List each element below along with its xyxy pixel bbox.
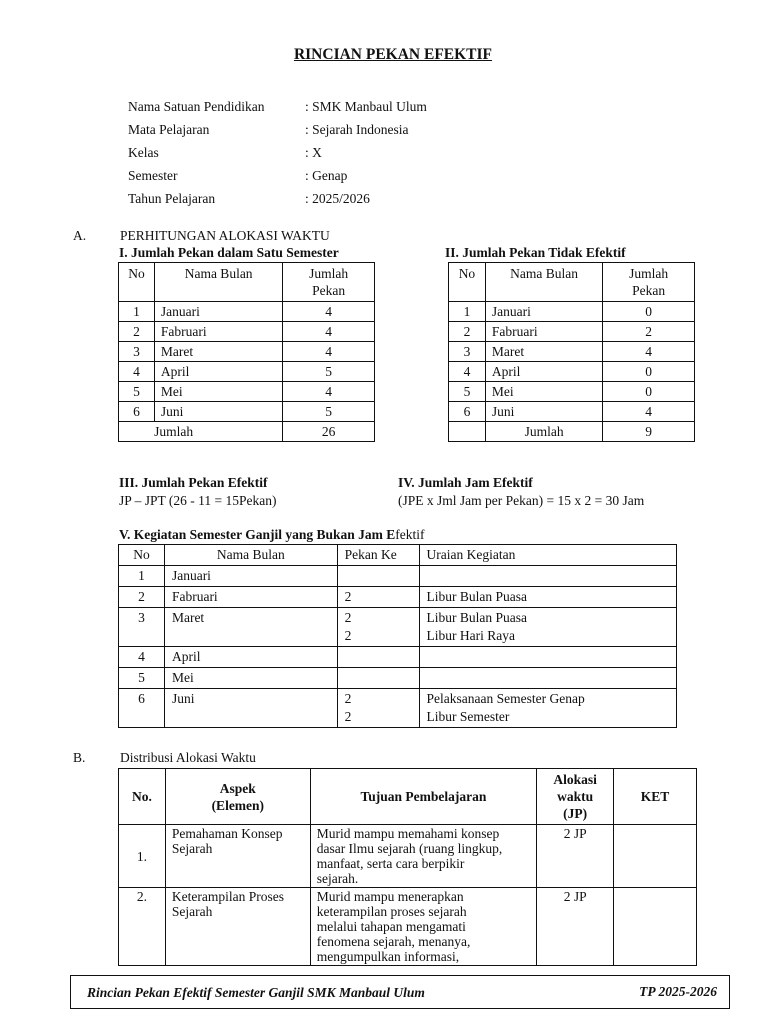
table-header-row xyxy=(119,545,677,566)
header-line: (JP) xyxy=(563,806,588,821)
cell-line: manfaat, serta cara berpikir xyxy=(316,856,465,871)
column-header: KET xyxy=(614,769,697,825)
cell: Juni xyxy=(154,402,282,422)
cell-line: Libur Hari Raya xyxy=(426,628,515,643)
cell xyxy=(337,668,419,689)
table-row xyxy=(119,402,375,422)
cell xyxy=(165,825,310,888)
cell xyxy=(419,647,677,668)
cell xyxy=(337,566,419,587)
total-row xyxy=(119,422,375,442)
cell: 0 xyxy=(603,302,695,322)
page-title: RINCIAN PEKAN EFEKTIF xyxy=(293,46,493,63)
cell-line: 2 xyxy=(344,610,352,625)
table-row xyxy=(119,668,677,689)
cell: Libur Bulan Puasa xyxy=(419,587,677,608)
table5-title-bold: V. Kegiatan Semester Ganjil yang Bukan Jam E xyxy=(119,527,396,542)
cell: Fabruari xyxy=(154,322,282,342)
column-header-alokasi xyxy=(537,769,614,825)
column-header: No xyxy=(449,263,486,302)
weeks-per-semester-table xyxy=(118,262,375,442)
info-row xyxy=(128,167,628,190)
section-b-letter: B. xyxy=(73,750,86,765)
part4-title: IV. Jumlah Jam Efektif xyxy=(398,475,533,490)
table-row xyxy=(119,302,375,322)
column-header: Uraian Kegiatan xyxy=(419,545,677,566)
cell-line: 2 xyxy=(344,709,352,724)
info-value: : X xyxy=(305,145,322,160)
time-allocation-table xyxy=(118,768,697,966)
cell-line: 2 xyxy=(344,628,352,643)
cell: April xyxy=(154,362,282,382)
section-b-heading: Distribusi Alokasi Waktu xyxy=(120,750,256,765)
non-effective-weeks-table xyxy=(448,262,695,442)
non-effective-activities-table xyxy=(118,544,677,728)
footer-left: Rincian Pekan Efektif Semester Ganjil SMK Manbaul Ulum xyxy=(87,985,425,1000)
info-row xyxy=(128,190,628,213)
cell: 4 xyxy=(283,322,375,342)
page-footer xyxy=(70,975,730,1009)
info-label: Kelas xyxy=(128,145,159,160)
column-header: No xyxy=(119,545,165,566)
cell: Mei xyxy=(164,668,337,689)
cell: Januari xyxy=(154,302,282,322)
cell: Fabruari xyxy=(164,587,337,608)
cell-line: Pemahaman Konsep xyxy=(171,826,283,841)
cell: 2 JP xyxy=(537,888,614,966)
cell: 4 xyxy=(119,647,165,668)
header-line: Aspek xyxy=(219,780,256,796)
cell: 5 xyxy=(119,668,165,689)
cell: 2 xyxy=(603,322,695,342)
info-row xyxy=(128,144,628,167)
total-value: 9 xyxy=(603,422,695,442)
info-label: Mata Pelajaran xyxy=(128,122,210,137)
cell: 0 xyxy=(603,362,695,382)
table-row xyxy=(119,825,697,888)
header-line: (Elemen) xyxy=(211,797,265,813)
column-header: Tujuan Pembelajaran xyxy=(310,769,537,825)
cell-line: dasar Ilmu sejarah (ruang lingkup, xyxy=(316,841,503,856)
cell-line: melalui tahapan mengamati xyxy=(316,919,466,934)
total-label: Jumlah xyxy=(485,422,602,442)
table-header-row xyxy=(449,263,695,302)
column-header: Jumlah Pekan xyxy=(603,263,695,302)
cell xyxy=(310,888,537,966)
cell: Januari xyxy=(164,566,337,587)
info-row xyxy=(128,121,628,144)
cell: 1 xyxy=(119,566,165,587)
total-label: Jumlah xyxy=(119,422,283,442)
table-row xyxy=(449,342,695,362)
cell xyxy=(337,689,419,728)
table-row xyxy=(119,362,375,382)
part3-title: III. Jumlah Pekan Efektif xyxy=(119,475,268,490)
cell: 2 xyxy=(449,322,486,342)
section-a-heading: PERHITUNGAN ALOKASI WAKTU xyxy=(120,228,330,243)
info-row xyxy=(128,98,628,121)
cell-line: Murid mampu memahami konsep xyxy=(316,826,500,841)
table-row xyxy=(449,362,695,382)
column-header: Pekan Ke xyxy=(337,545,419,566)
cell: April xyxy=(164,647,337,668)
cell: 4 xyxy=(119,362,155,382)
info-label: Tahun Pelajaran xyxy=(128,191,216,206)
column-header: Nama Bulan xyxy=(485,263,602,302)
cell: Mei xyxy=(154,382,282,402)
cell-line: mengumpulkan informasi, xyxy=(316,949,460,964)
cell: Juni xyxy=(164,689,337,728)
table-row xyxy=(119,342,375,362)
cell-line: Sejarah xyxy=(171,904,213,919)
table-row xyxy=(119,566,677,587)
cell: 0 xyxy=(603,382,695,402)
cell xyxy=(419,668,677,689)
column-header: Jumlah Pekan xyxy=(283,263,375,302)
table-row xyxy=(119,888,697,966)
header-line: Alokasi xyxy=(553,772,597,787)
column-header-aspek xyxy=(165,769,310,825)
table-row xyxy=(449,302,695,322)
column-header: No xyxy=(119,263,155,302)
cell-line: Sejarah xyxy=(171,841,213,856)
info-value: : Sejarah Indonesia xyxy=(305,122,409,137)
cell: 1 xyxy=(449,302,486,322)
table-header-row xyxy=(119,263,375,302)
cell xyxy=(614,825,697,888)
cell: 1. xyxy=(119,825,166,888)
info-label: Semester xyxy=(128,168,178,183)
part4-text: (JPE x Jml Jam per Pekan) = 15 x 2 = 30 Jam xyxy=(398,493,645,508)
cell: 6 xyxy=(449,402,486,422)
part3-text: JP – JPT (26 - 11 = 15Pekan) xyxy=(119,493,277,508)
cell: 2 xyxy=(119,587,165,608)
column-header: Nama Bulan xyxy=(164,545,337,566)
cell-line: keterampilan proses sejarah xyxy=(316,904,467,919)
cell: Mei xyxy=(485,382,602,402)
info-value: : Genap xyxy=(305,168,348,183)
table-row xyxy=(119,608,677,647)
table-row xyxy=(449,382,695,402)
cell xyxy=(337,647,419,668)
cell xyxy=(614,888,697,966)
table-row xyxy=(449,402,695,422)
table-row xyxy=(449,322,695,342)
cell xyxy=(310,825,537,888)
cell: 6 xyxy=(119,689,165,728)
table5-title-rest: fektif xyxy=(395,527,425,542)
cell: 2 JP xyxy=(537,825,614,888)
column-header: Nama Bulan xyxy=(154,263,282,302)
table5-title xyxy=(119,527,425,543)
cell-line: Keterampilan Proses xyxy=(171,889,285,904)
cell: 5 xyxy=(283,362,375,382)
identity-info xyxy=(128,98,628,213)
table-header-row xyxy=(119,769,697,825)
cell xyxy=(419,689,677,728)
info-label: Nama Satuan Pendidikan xyxy=(128,99,265,114)
cell: 4 xyxy=(283,302,375,322)
cell: Maret xyxy=(154,342,282,362)
cell-line: 2 xyxy=(344,691,352,706)
table-row xyxy=(119,689,677,728)
cell: Januari xyxy=(485,302,602,322)
table-row xyxy=(119,382,375,402)
table1-title: I. Jumlah Pekan dalam Satu Semester xyxy=(119,245,339,260)
cell: 5 xyxy=(449,382,486,402)
cell-line: Murid mampu menerapkan xyxy=(316,889,464,904)
cell: 2. xyxy=(119,888,166,966)
cell-line: Pelaksanaan Semester Genap xyxy=(426,691,585,706)
cell: 4 xyxy=(603,342,695,362)
table-row xyxy=(119,647,677,668)
cell: Juni xyxy=(485,402,602,422)
footer-right: TP 2025-2026 xyxy=(639,984,717,999)
cell: 1 xyxy=(119,302,155,322)
cell: 4 xyxy=(449,362,486,382)
cell: 3 xyxy=(119,342,155,362)
cell: Maret xyxy=(164,608,337,647)
cell: 4 xyxy=(283,382,375,402)
cell: 4 xyxy=(603,402,695,422)
cell: 2 xyxy=(337,587,419,608)
info-value: : SMK Manbaul Ulum xyxy=(305,99,427,114)
cell xyxy=(337,608,419,647)
cell: 3 xyxy=(119,608,165,647)
cell: Fabruari xyxy=(485,322,602,342)
cell: 4 xyxy=(283,342,375,362)
header-line: waktu xyxy=(557,789,594,804)
cell: April xyxy=(485,362,602,382)
cell-line: sejarah. xyxy=(316,871,359,886)
cell: 2 xyxy=(119,322,155,342)
section-a-letter: A. xyxy=(73,228,87,243)
table-row xyxy=(119,587,677,608)
cell-line: Libur Bulan Puasa xyxy=(426,610,527,625)
column-header: No. xyxy=(119,769,166,825)
table-row xyxy=(119,322,375,342)
cell: 6 xyxy=(119,402,155,422)
empty-cell xyxy=(449,422,486,442)
cell: 5 xyxy=(283,402,375,422)
info-value: : 2025/2026 xyxy=(305,191,370,206)
cell xyxy=(419,566,677,587)
cell: Maret xyxy=(485,342,602,362)
cell-line: fenomena sejarah, menanya, xyxy=(316,934,471,949)
cell xyxy=(165,888,310,966)
cell: 3 xyxy=(449,342,486,362)
cell: 5 xyxy=(119,382,155,402)
cell-line: Libur Semester xyxy=(426,709,510,724)
cell xyxy=(419,608,677,647)
total-value: 26 xyxy=(283,422,375,442)
table2-title: II. Jumlah Pekan Tidak Efektif xyxy=(445,245,626,260)
total-row xyxy=(449,422,695,442)
